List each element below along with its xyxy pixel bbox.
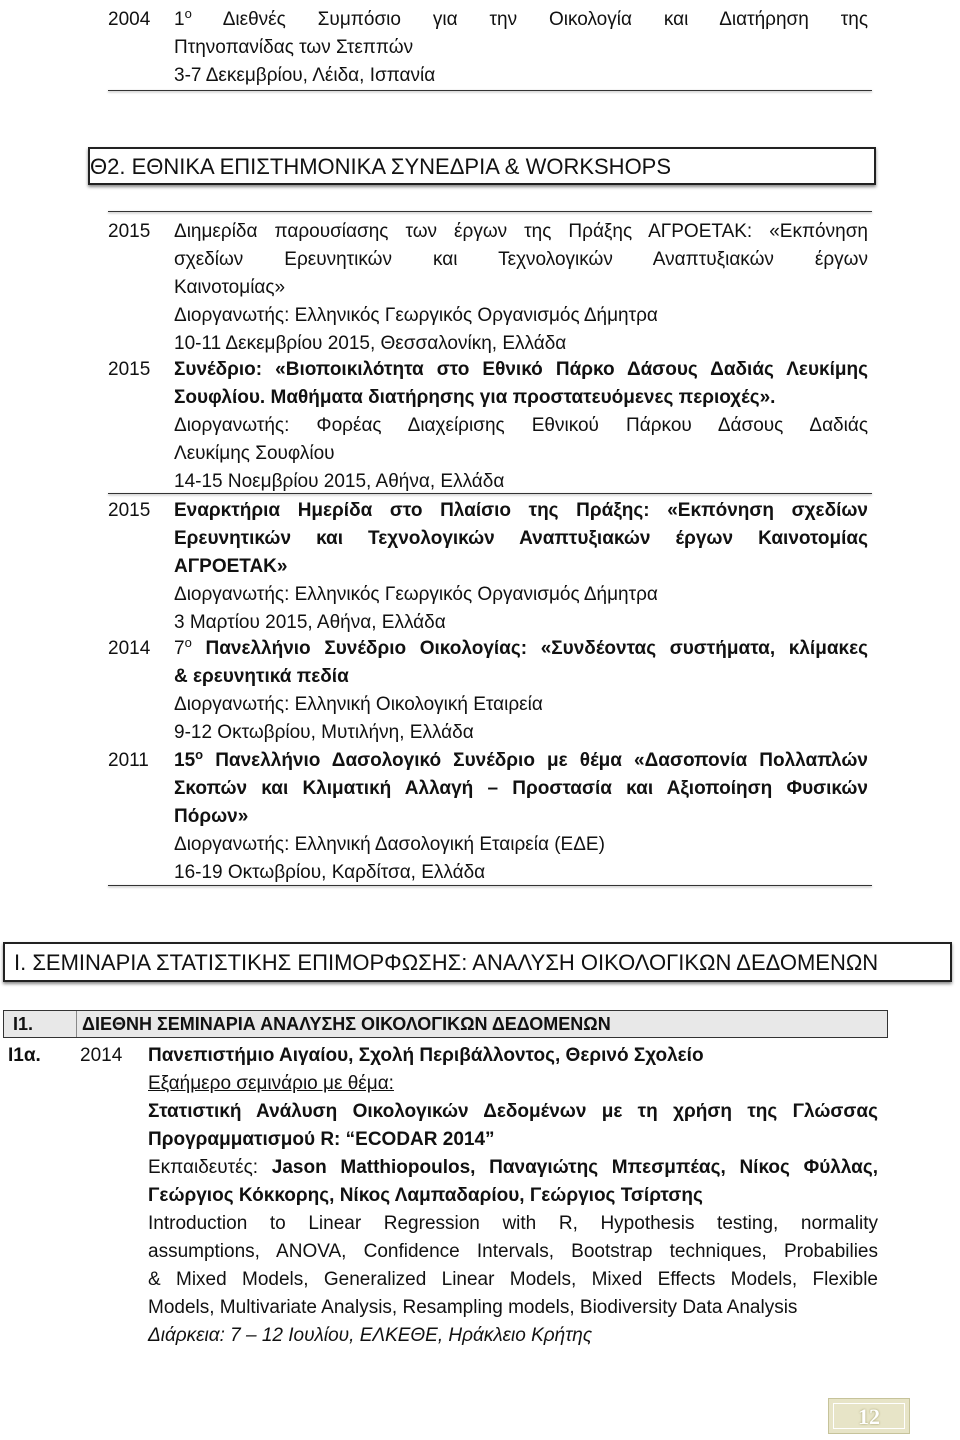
entry-place: 3 Μαρτίου 2015, Αθήνα, Ελλάδα <box>174 612 446 633</box>
entry-organizer: Διοργανωτής: Ελληνική Οικολογική Εταιρεία <box>174 694 543 715</box>
entry-title-cont: & ερευνητικά πεδία <box>174 666 349 687</box>
entry-place: 14-15 Νοεμβρίου 2015, Αθήνα, Ελλάδα <box>174 471 505 492</box>
entry-year: 2014 <box>108 638 151 659</box>
seminar-description: Models, Multivariate Analysis, Resampling models, Biodiversity Data Analysis <box>148 1297 798 1318</box>
seminar-description: assumptions, ANOVA, Confidence Intervals, Bootstrap techniques, Probabilies <box>148 1241 878 1262</box>
entry-year: 2015 <box>108 359 151 380</box>
page-number: 12 <box>828 1398 910 1434</box>
seminar-description: Introduction to Linear Regression with R, Hypothesis testing, normality <box>148 1213 878 1234</box>
entry-title-cont: ΑΓΡΟΕΤΑΚ» <box>174 556 288 577</box>
entry-title-cont: Σκοπών και Κλιματική Αλλαγή – Προστασία και Αξιοποίηση Φυσικών <box>174 778 868 799</box>
entry-conference <box>108 497 868 637</box>
entry-year: 2015 <box>108 500 151 521</box>
entry-title: $15^o$ Πανελλήνιο Δασολογικό Συνέδριο με θέμα «Δασοπονία Πολλαπλών <box>174 747 868 771</box>
seminar-duration: Διάρκεια: 7 – 12 Ιουλίου, ΕΛΚΕΘΕ, Ηράκλειο Κρήτης <box>148 1325 593 1346</box>
section-heading-theta2: Θ2. ΕΘΝΙΚΑ ΕΠΙΣΤΗΜΟΝΙΚΑ ΣΥΝΕΔΡΙΑ & WORKSHOPS <box>88 147 876 185</box>
seminar-topic-cont: Προγραμματισμού R: “ECODAR 2014” <box>148 1129 495 1150</box>
entry-organizer-cont: Λευκίμης Σουφλίου <box>174 443 335 464</box>
entry-2004 <box>108 6 868 90</box>
seminar-label: Ι1α. <box>8 1045 41 1066</box>
seminar-year: 2014 <box>80 1045 123 1066</box>
entry-conference <box>108 356 868 496</box>
entry-organizer: Διοργανωτής: Ελληνικός Γεωργικός Οργανισμός Δήμητρα <box>174 305 658 326</box>
entry-title-cont: Πτηνοπανίδας των Στεππών <box>174 37 414 58</box>
entry-title: $7^o$ Πανελλήνιο Συνέδριο Οικολογίας: «Συνδέοντας συστήματα, κλίμακες <box>174 635 868 659</box>
entry-year: 2011 <box>108 750 149 771</box>
subsection-title: ΔΙΕΘΝΗ ΣΕΜΙΝΑΡΙΑ ΑΝΑΛΥΣΗΣ ΟΙΚΟΛΟΓΙΚΩΝ ΔΕΔΟΜΕΝΩΝ <box>82 1014 611 1034</box>
entry-place: 3-7 Δεκεμβρίου, Λέιδα, Ισπανία <box>174 65 436 86</box>
entry-title: $1^o$ Διεθνές Συμπόσιο για την Οικολογία και Διατήρηση της <box>174 6 868 30</box>
subsection-divider <box>76 1011 77 1037</box>
seminar-topic: Στατιστική Ανάλυση Οικολογικών Δεδομένων με τη χρήση της Γλώσσας <box>148 1101 878 1122</box>
divider <box>108 493 872 494</box>
entry-place: 16-19 Οκτωβρίου, Καρδίτσα, Ελλάδα <box>174 862 486 883</box>
entry-place: 9-12 Οκτωβρίου, Μυτιλήνη, Ελλάδα <box>174 722 474 743</box>
subsection-heading-i1 <box>3 1010 888 1038</box>
entry-title-cont: Σουφλίου. Μαθήματα διατήρησης για προστατευόμενες περιοχές». <box>174 387 776 408</box>
seminar-entry <box>8 1042 878 1350</box>
section-heading-i: Ι. ΣΕΜΙΝΑΡΙΑ ΣΤΑΤΙΣΤΙΚΗΣ ΕΠΙΜΟΡΦΩΣΗΣ: ΑΝΑΛΥΣΗ ΟΙΚΟΛΟΓΙΚΩΝ ΔΕΔΟΜΕΝΩΝ <box>3 942 952 982</box>
seminar-instructors: Εκπαιδευτές: Jason Matthiopoulos, Παναγιώτης Μπεσμπέας, Νίκος Φύλλας, <box>148 1157 878 1178</box>
entry-title-cont: σχεδίων Ερευνητικών και Τεχνολογικών Αναπτυξιακών έργων <box>174 249 868 270</box>
seminar-host: Πανεπιστήμιο Αιγαίου, Σχολή Περιβάλλοντος, Θερινό Σχολείο <box>148 1045 704 1066</box>
seminar-kind: Εξαήμερο σεμινάριο με θέμα: <box>148 1073 394 1094</box>
entry-title: Συνέδριο: «Βιοποικιλότητα στο Εθνικό Πάρκο Δάσους Δαδιάς Λευκίμης <box>174 359 868 380</box>
entry-year: 2004 <box>108 9 151 30</box>
divider <box>108 90 872 91</box>
seminar-instructors-cont: Γεώργιος Κόκκορης, Νίκος Λαμπαδαρίου, Γεώργιος Τσίρτσης <box>148 1185 703 1206</box>
entry-organizer: Διοργανωτής: Ελληνική Δασολογική Εταιρεία (ΕΔΕ) <box>174 834 605 855</box>
divider <box>108 211 872 212</box>
entry-organizer: Διοργανωτής: Φορέας Διαχείρισης Εθνικού Πάρκου Δάσους Δαδιάς <box>174 415 868 436</box>
entry-year: 2015 <box>108 221 151 242</box>
entry-title-cont: Ερευνητικών και Τεχνολογικών Αναπτυξιακών έργων Καινοτομίας <box>174 528 868 549</box>
divider <box>108 885 872 886</box>
entry-place: 10-11 Δεκεμβρίου 2015, Θεσσαλονίκη, Ελλάδα <box>174 333 567 354</box>
entry-title: Διημερίδα παρουσίασης των έργων της Πράξης ΑΓΡΟΕΤΑΚ: «Εκπόνηση <box>174 221 868 242</box>
entry-conference <box>108 635 868 747</box>
entry-title: Εναρκτήρια Ημερίδα στο Πλαίσιο της Πράξης: «Εκπόνηση σχεδίων <box>174 500 868 521</box>
entry-conference <box>108 218 868 358</box>
entry-title-cont: Καινοτομίας» <box>174 277 286 298</box>
entry-conference <box>108 747 868 887</box>
seminar-description: & Mixed Models, Generalized Linear Models, Mixed Effects Models, Flexible <box>148 1269 878 1290</box>
subsection-number: Ι1. <box>13 1014 34 1034</box>
entry-organizer: Διοργανωτής: Ελληνικός Γεωργικός Οργανισμός Δήμητρα <box>174 584 658 605</box>
entry-title-cont: Πόρων» <box>174 806 249 827</box>
